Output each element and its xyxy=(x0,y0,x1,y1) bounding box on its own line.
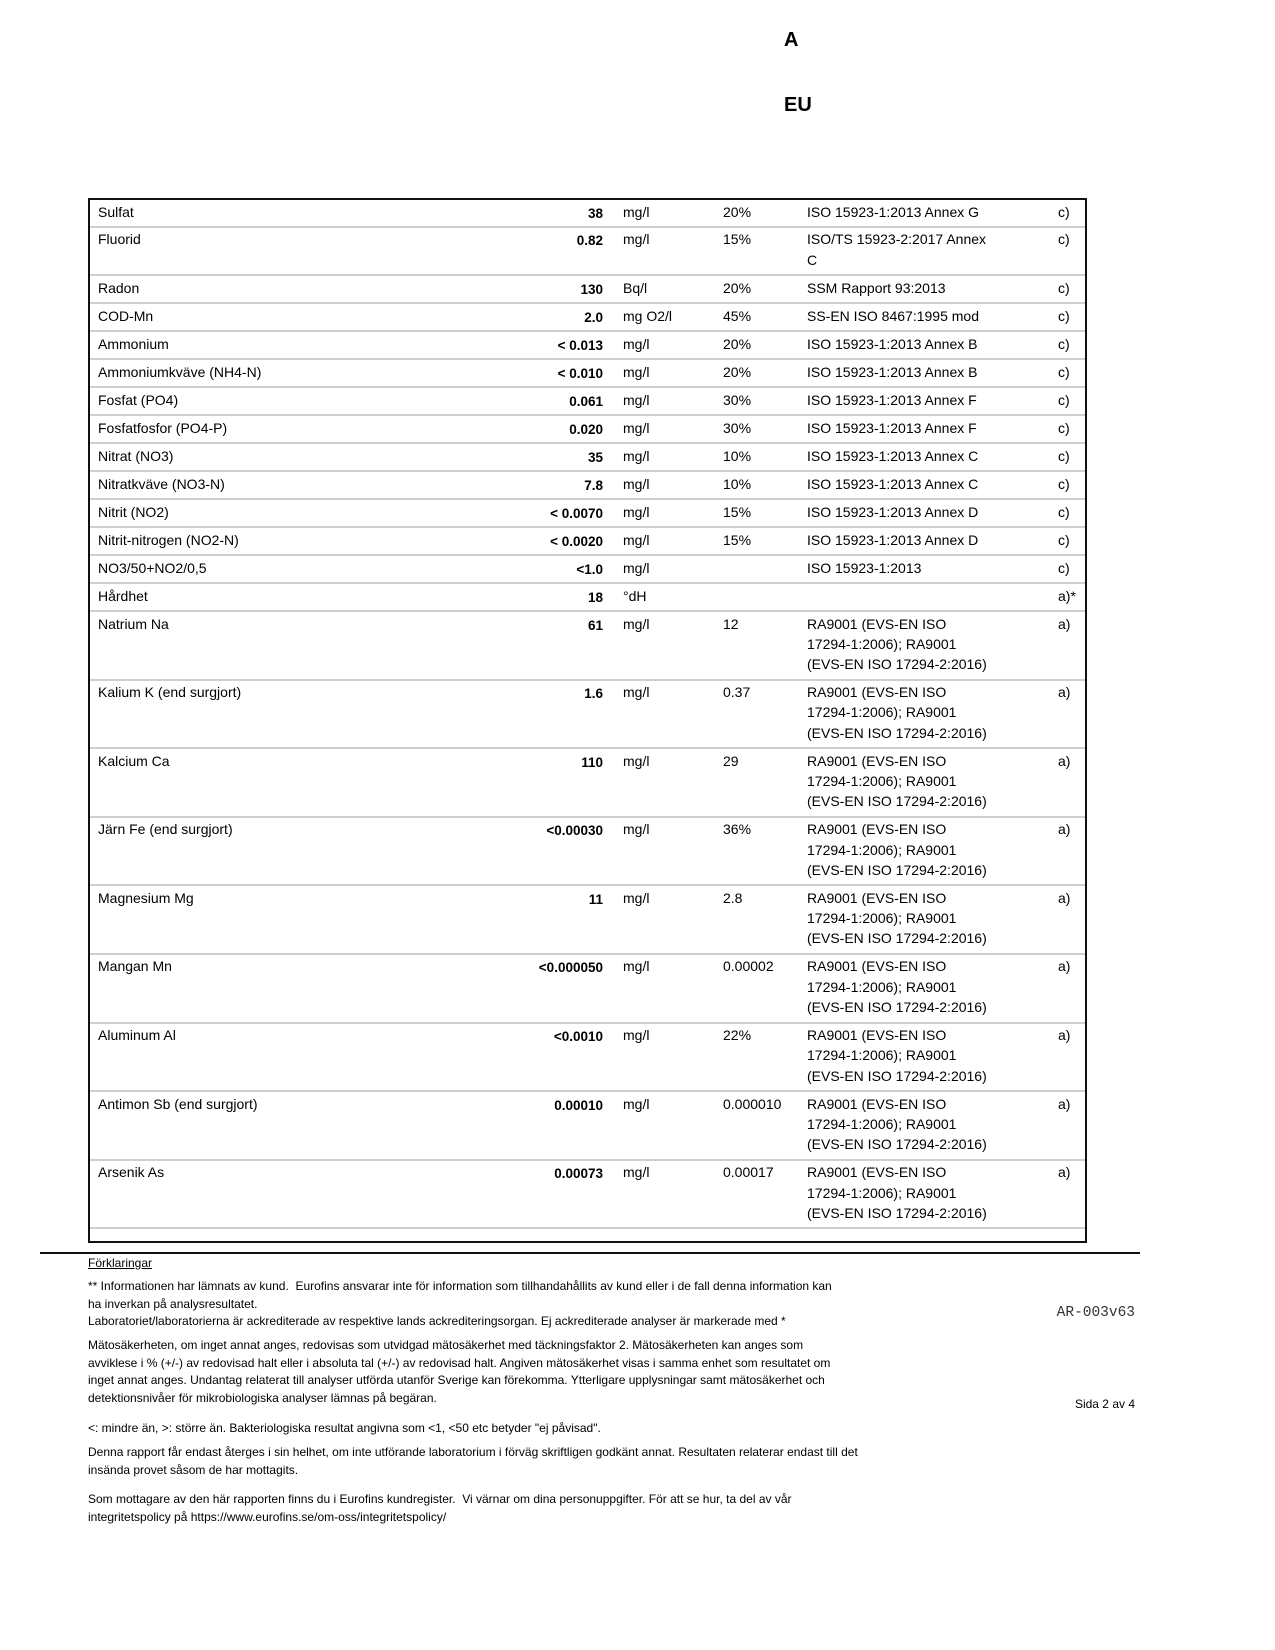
result-value: 18 xyxy=(587,589,603,605)
note-line: Som mottagare av den här rapporten finns du i Eurofins kundregister. Vi värnar om dina personuppgifter. För att se hur, ta del av vår xyxy=(88,1492,792,1507)
analysis-method xyxy=(807,584,1050,610)
result-row xyxy=(90,528,1085,556)
parameter-name: Nitratkväve (NO3-N) xyxy=(98,475,225,492)
header-line-secondary: EU xyxy=(784,94,812,116)
lab-reference: c) xyxy=(1058,363,1070,380)
header-line-primary: A xyxy=(784,29,799,51)
result-row xyxy=(90,444,1085,472)
analysis-method: RA9001 (EVS-EN ISO 17294-1:2006); RA9001 (EVS-EN ISO 17294-2:2016) xyxy=(807,615,987,673)
result-value: <0.00030 xyxy=(546,823,603,839)
analysis-method: SS-EN ISO 8467:1995 mod xyxy=(807,307,979,324)
result-value: 0.020 xyxy=(569,421,603,437)
analysis-method: ISO 15923-1:2013 xyxy=(807,559,922,576)
parameter-name: Kalium K (end surgjort) xyxy=(98,684,242,701)
result-value: < 0.013 xyxy=(557,337,603,353)
measurement-uncertainty xyxy=(723,584,807,610)
parameter-name: Aluminum Al xyxy=(98,1027,176,1044)
unit: mg/l xyxy=(623,821,650,838)
unit: mg/l xyxy=(623,419,650,436)
measurement-uncertainty: 0.37 xyxy=(723,684,751,701)
unit: mg O2/l xyxy=(623,307,673,324)
analysis-method: ISO 15923-1:2013 Annex F xyxy=(807,391,977,408)
result-row xyxy=(90,472,1085,500)
parameter-name: Magnesium Mg xyxy=(98,889,194,906)
result-value: <1.0 xyxy=(576,561,603,577)
note-measurement-uncertainty xyxy=(88,1337,858,1407)
form-code: AR-003v63 xyxy=(1056,1305,1135,1321)
analysis-method: ISO 15923-1:2013 Annex B xyxy=(807,335,978,352)
result-row xyxy=(90,556,1085,584)
result-value: 11 xyxy=(588,891,603,907)
unit: mg/l xyxy=(623,684,650,701)
result-row xyxy=(90,332,1085,360)
analysis-method: RA9001 (EVS-EN ISO 17294-1:2006); RA9001 (EVS-EN ISO 17294-2:2016) xyxy=(807,821,987,878)
lab-reference: a) xyxy=(1058,615,1071,632)
unit: mg/l xyxy=(623,363,650,380)
lab-reference: c) xyxy=(1058,419,1070,436)
analysis-method: RA9001 (EVS-EN ISO 17294-1:2006); RA9001 (EVS-EN ISO 17294-2:2016) xyxy=(807,1164,987,1221)
result-value: < 0.0070 xyxy=(550,505,603,521)
note-privacy xyxy=(88,1491,858,1526)
parameter-name: Sulfat xyxy=(98,203,134,220)
result-value: 38 xyxy=(587,205,603,221)
unit: mg/l xyxy=(623,391,650,408)
measurement-uncertainty: 12 xyxy=(723,615,739,632)
parameter-name: Ammoniumkväve (NH4-N) xyxy=(98,363,262,380)
analysis-method: ISO 15923-1:2013 Annex G xyxy=(807,203,980,220)
lab-reference: a) xyxy=(1058,752,1071,769)
parameter-name: Ammonium xyxy=(98,335,169,352)
unit: mg/l xyxy=(623,475,650,492)
result-row xyxy=(90,360,1085,388)
result-row xyxy=(90,500,1085,528)
parameter-name: Fluorid xyxy=(98,231,141,248)
lab-reference: c) xyxy=(1058,447,1070,464)
measurement-uncertainty: 20% xyxy=(723,279,752,296)
parameter-name: Nitrat (NO3) xyxy=(98,447,174,464)
result-row xyxy=(90,818,1085,887)
note-customer-info xyxy=(88,1278,858,1331)
lab-reference: c) xyxy=(1058,391,1070,408)
unit: mg/l xyxy=(623,503,650,520)
lab-reference: c) xyxy=(1058,231,1070,248)
parameter-name: Arsenik As xyxy=(98,1164,165,1181)
parameter-name: Järn Fe (end surgjort) xyxy=(98,821,233,838)
page-number: Sida 2 av 4 xyxy=(1074,1397,1135,1411)
result-value: 7.8 xyxy=(584,477,603,493)
analysis-method: ISO/TS 15923-2:2017 Annex C xyxy=(807,231,987,268)
unit: mg/l xyxy=(623,1164,650,1181)
unit: Bq/l xyxy=(623,279,648,296)
explanations-heading: Förklaringar xyxy=(88,1256,153,1270)
measurement-uncertainty: 15% xyxy=(723,503,752,520)
result-row xyxy=(90,681,1085,750)
note-line: avviklese i % (+/-) av redovisad halt eller i absoluta tal (+/-) av redovisad halt. Angiven mätosäkerhet visas i samma enhet som resultatet om xyxy=(88,1355,831,1370)
result-row xyxy=(90,886,1085,955)
lab-reference: a) xyxy=(1058,821,1071,838)
result-value: 0.82 xyxy=(576,233,603,249)
lab-reference: c) xyxy=(1058,531,1070,548)
unit: mg/l xyxy=(623,203,650,220)
note-line: insända provet såsom de har mottagits. xyxy=(88,1462,299,1477)
note-symbols xyxy=(88,1420,858,1438)
unit: mg/l xyxy=(623,1095,650,1112)
result-row xyxy=(90,304,1085,332)
result-value: 0.061 xyxy=(569,393,603,409)
parameter-name: COD-Mn xyxy=(98,307,154,324)
note-line: detektionsnivåer för mikrobiologiska analyser lämnas på begäran. xyxy=(88,1390,437,1405)
result-value: <0.000050 xyxy=(538,960,603,976)
result-row xyxy=(90,1024,1085,1093)
unit: mg/l xyxy=(623,889,650,906)
parameter-name: NO3/50+NO2/0,5 xyxy=(98,559,207,576)
result-row xyxy=(90,1161,1085,1230)
result-value: <0.0010 xyxy=(553,1029,603,1045)
note-reproduction xyxy=(88,1444,858,1479)
note-line: inget annat anges. Undantag relaterat till analyser utförda utanför Sverige kan förekomma. Ytterligare upplysningar samt mätosäkerhet och xyxy=(88,1373,825,1388)
lab-reference: a) xyxy=(1058,1027,1071,1044)
analysis-results-table xyxy=(88,198,1087,1243)
lab-reference: c) xyxy=(1058,203,1070,220)
unit: mg/l xyxy=(623,1027,650,1044)
result-value: 110 xyxy=(581,754,603,770)
unit: °dH xyxy=(623,587,647,604)
parameter-name: Radon xyxy=(98,279,140,296)
result-row xyxy=(90,388,1085,416)
note-line: ha inverkan på analysresultatet. xyxy=(88,1296,258,1311)
result-row xyxy=(90,200,1085,228)
lab-reference: a) xyxy=(1058,889,1071,906)
measurement-uncertainty: 0.00002 xyxy=(723,958,774,975)
note-line: integritetspolicy på https://www.eurofins.se/om-oss/integritetspolicy/ xyxy=(88,1509,447,1524)
measurement-uncertainty: 10% xyxy=(723,447,752,464)
result-row xyxy=(90,584,1085,612)
parameter-name: Fosfatfosfor (PO4-P) xyxy=(98,419,228,436)
analysis-method: ISO 15923-1:2013 Annex F xyxy=(807,419,977,436)
lab-reference: c) xyxy=(1058,475,1070,492)
lab-reference: a)* xyxy=(1058,587,1076,604)
lab-reference: c) xyxy=(1058,503,1070,520)
measurement-uncertainty: 20% xyxy=(723,203,752,220)
measurement-uncertainty: 30% xyxy=(723,391,752,408)
lab-reference: a) xyxy=(1058,684,1071,701)
unit: mg/l xyxy=(623,335,650,352)
parameter-name: Nitrit (NO2) xyxy=(98,503,169,520)
result-row xyxy=(90,228,1085,276)
parameter-name: Fosfat (PO4) xyxy=(98,391,179,408)
parameter-name: Antimon Sb (end surgjort) xyxy=(98,1095,258,1112)
analysis-method: ISO 15923-1:2013 Annex D xyxy=(807,531,979,548)
note-line: <: mindre än, >: större än. Bakteriologiska resultat angivna som <1, <50 etc betyder "ej påvisad". xyxy=(88,1421,601,1436)
measurement-uncertainty: 20% xyxy=(723,363,752,380)
measurement-uncertainty xyxy=(723,556,807,582)
parameter-name: Kalcium Ca xyxy=(98,752,170,769)
analysis-method: SSM Rapport 93:2013 xyxy=(807,279,946,296)
parameter-name: Hårdhet xyxy=(98,587,148,604)
result-row xyxy=(90,276,1085,304)
lab-reference: a) xyxy=(1058,958,1071,975)
unit: mg/l xyxy=(623,559,650,576)
parameter-name: Mangan Mn xyxy=(98,958,172,975)
analysis-method: ISO 15923-1:2013 Annex C xyxy=(807,475,979,492)
measurement-uncertainty: 15% xyxy=(723,231,752,248)
unit: mg/l xyxy=(623,447,650,464)
note-line: ** Informationen har lämnats av kund. Eurofins ansvarar inte för information som tillhandahållits av kund eller i de fall denna information kan xyxy=(88,1279,832,1294)
measurement-uncertainty: 10% xyxy=(723,475,752,492)
measurement-uncertainty: 30% xyxy=(723,419,752,436)
analysis-method: ISO 15923-1:2013 Annex D xyxy=(807,503,979,520)
explanations-section xyxy=(88,1255,858,1526)
lab-reference: a) xyxy=(1058,1164,1071,1181)
analysis-method: ISO 15923-1:2013 Annex C xyxy=(807,447,979,464)
measurement-uncertainty: 29 xyxy=(723,752,739,769)
result-value: 35 xyxy=(587,449,603,465)
parameter-name: Nitrit-nitrogen (NO2-N) xyxy=(98,531,239,548)
measurement-uncertainty: 20% xyxy=(723,335,752,352)
analysis-method: RA9001 (EVS-EN ISO 17294-1:2006); RA9001 (EVS-EN ISO 17294-2:2016) xyxy=(807,752,987,810)
unit: mg/l xyxy=(623,752,650,769)
analysis-method: RA9001 (EVS-EN ISO 17294-1:2006); RA9001 (EVS-EN ISO 17294-2:2016) xyxy=(807,1027,987,1084)
result-value: 2.0 xyxy=(584,309,603,325)
note-line: Laboratoriet/laboratorierna är ackrediterade av respektive lands ackrediteringsorgan. Ej ackrediterade analyser är markerade med * xyxy=(88,1314,786,1329)
analysis-method: RA9001 (EVS-EN ISO 17294-1:2006); RA9001 (EVS-EN ISO 17294-2:2016) xyxy=(807,889,987,947)
lab-reference: a) xyxy=(1058,1095,1071,1112)
result-value: 1.6 xyxy=(584,686,603,702)
unit: mg/l xyxy=(623,958,650,975)
note-line: Denna rapport får endast återges i sin helhet, om inte utförande laboratorium i förväg skriftligen godkänt annat. Resultaten relaterar endast till det xyxy=(88,1445,858,1460)
measurement-uncertainty: 45% xyxy=(723,307,752,324)
analysis-method: RA9001 (EVS-EN ISO 17294-1:2006); RA9001 (EVS-EN ISO 17294-2:2016) xyxy=(807,958,987,1016)
result-value: 130 xyxy=(580,281,603,297)
measurement-uncertainty: 0.000010 xyxy=(723,1095,782,1112)
result-row xyxy=(90,416,1085,444)
measurement-uncertainty: 22% xyxy=(723,1027,752,1044)
result-row xyxy=(90,955,1085,1024)
result-value: < 0.010 xyxy=(557,365,603,381)
footer-divider xyxy=(40,1252,1140,1254)
measurement-uncertainty: 0.00017 xyxy=(723,1164,774,1181)
result-row xyxy=(90,1092,1085,1161)
lab-reference: c) xyxy=(1058,335,1070,352)
result-row xyxy=(90,612,1085,681)
parameter-name: Natrium Na xyxy=(98,615,169,632)
measurement-uncertainty: 2.8 xyxy=(723,889,743,906)
analysis-method: RA9001 (EVS-EN ISO 17294-1:2006); RA9001 (EVS-EN ISO 17294-2:2016) xyxy=(807,684,987,741)
note-line: Mätosäkerheten, om inget annat anges, redovisas som utvidgad mätosäkerhet med täckningsfaktor 2. Mätosäkerheten kan anges som xyxy=(88,1338,804,1353)
lab-reference: c) xyxy=(1058,279,1070,296)
unit: mg/l xyxy=(623,615,650,632)
result-value: 0.00010 xyxy=(554,1097,603,1113)
analysis-method: ISO 15923-1:2013 Annex B xyxy=(807,363,978,380)
result-row xyxy=(90,749,1085,818)
result-value: 61 xyxy=(587,617,603,633)
unit: mg/l xyxy=(623,231,650,248)
lab-reference: c) xyxy=(1058,559,1070,576)
measurement-uncertainty: 36% xyxy=(723,821,752,838)
unit: mg/l xyxy=(623,531,650,548)
measurement-uncertainty: 15% xyxy=(723,531,752,548)
results-body xyxy=(90,200,1085,1229)
analysis-method: RA9001 (EVS-EN ISO 17294-1:2006); RA9001 (EVS-EN ISO 17294-2:2016) xyxy=(807,1095,987,1153)
lab-reference: c) xyxy=(1058,307,1070,324)
result-value: < 0.0020 xyxy=(550,533,603,549)
result-value: 0.00073 xyxy=(554,1166,603,1182)
